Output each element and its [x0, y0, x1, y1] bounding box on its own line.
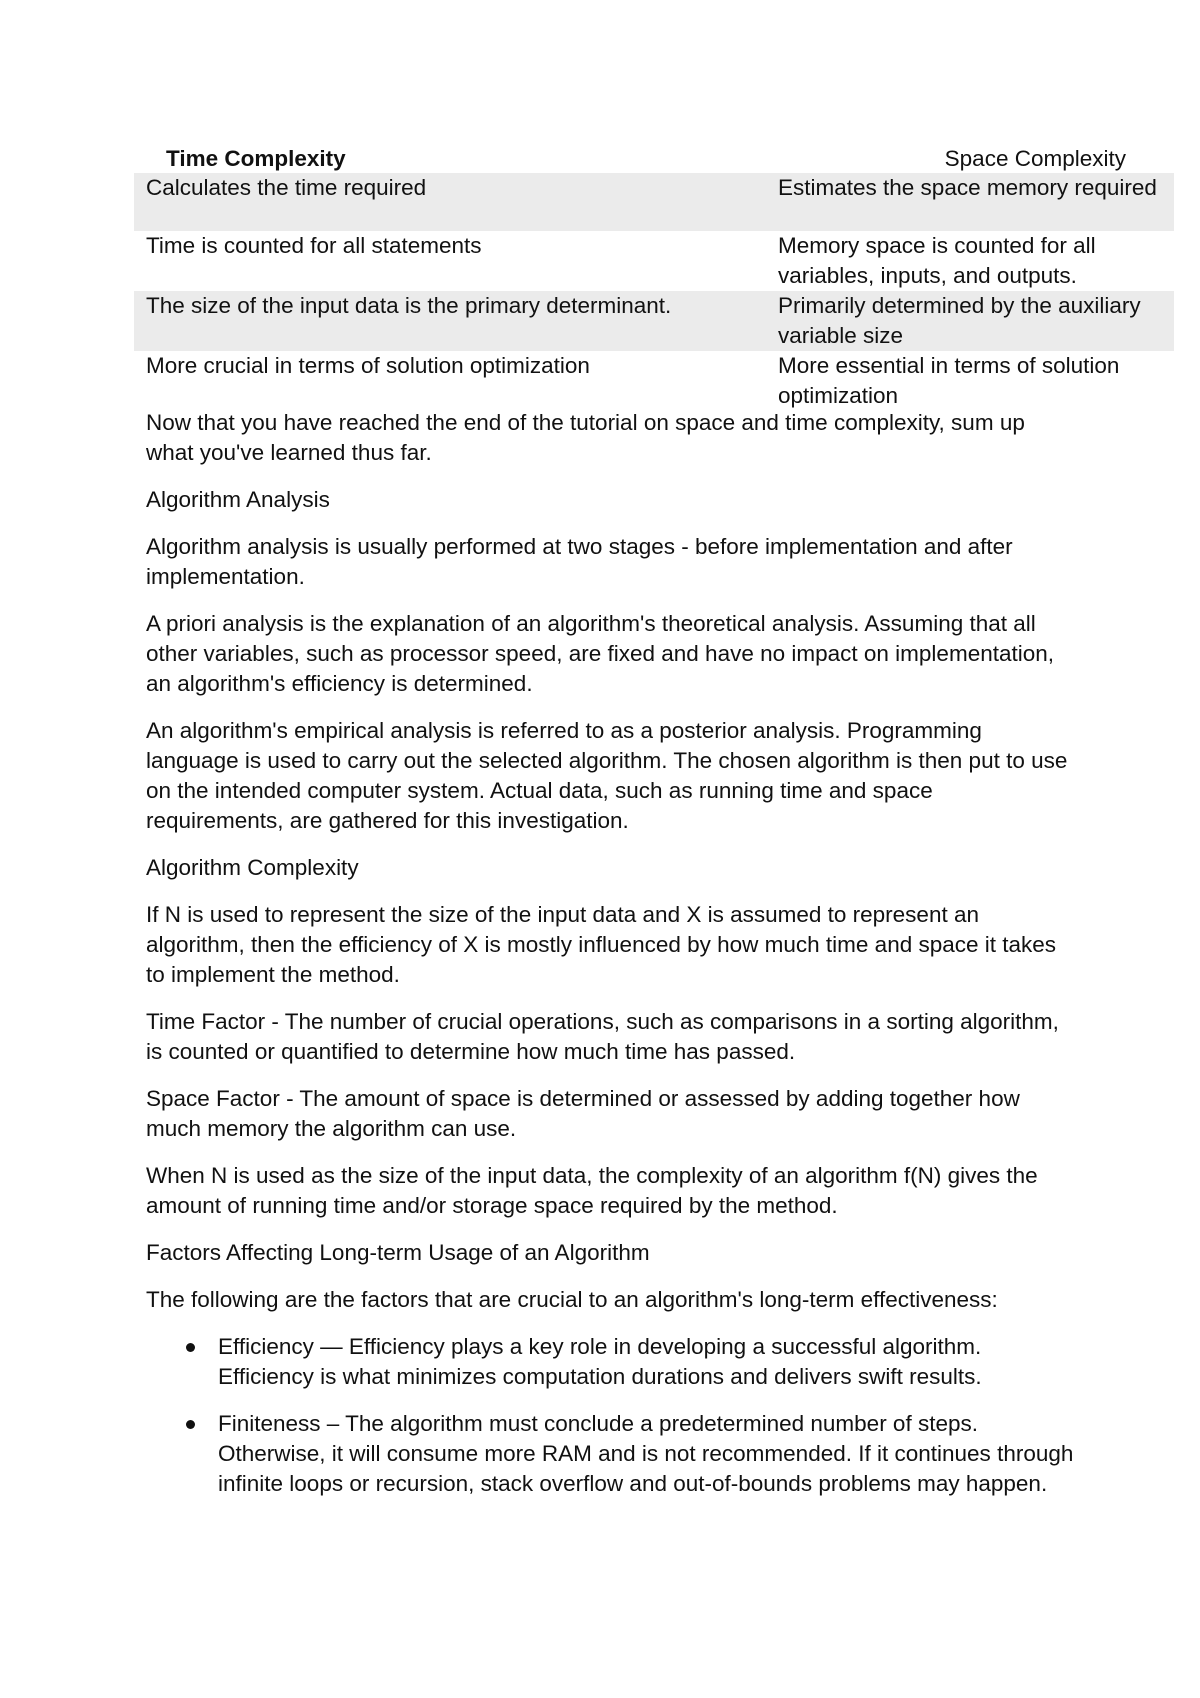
table-row [134, 351, 1174, 411]
time-cell: Time is counted for all statements [146, 233, 482, 258]
paragraph: Algorithm analysis is usually performed at two stages - before implementation and after implementation. [146, 534, 1013, 589]
paragraph: A priori analysis is the explanation of an algorithm's theoretical analysis. Assuming that all other variables, such as processor speed, are fixed and have no impact on implementation, an algorithm's efficiency is determined. [146, 611, 1055, 696]
paragraph: The following are the factors that are crucial to an algorithm's long-term effectiveness: [146, 1287, 998, 1312]
table-row [134, 173, 1174, 231]
list-item-text: Finiteness – The algorithm must conclude a predetermined number of steps. Otherwise, it will consume more RAM and is not recommended. If it continues through infinite loops or recursion, stack overflow and out-of-bounds problems may happen. [218, 1411, 1074, 1496]
bullet-icon [186, 1343, 195, 1352]
space-cell: Primarily determined by the auxiliary variable size [778, 291, 1174, 351]
paragraph: When N is used as the size of the input data, the complexity of an algorithm f(N) gives the amount of running time and/or storage space required by the method. [146, 1163, 1038, 1218]
paragraph: Space Factor - The amount of space is determined or assessed by adding together how much memory the algorithm can use. [146, 1086, 1020, 1141]
paragraph: An algorithm's empirical analysis is referred to as a posterior analysis. Programming language is used to carry out the selected algorithm. The chosen algorithm is then put to use on the intended computer system. Actual data, such as running time and space requirements, are gathered for this investigation. [146, 718, 1068, 833]
complexity-comparison-table [134, 145, 1174, 411]
time-cell: Calculates the time required [134, 173, 778, 231]
list-item-text: Efficiency — Efficiency plays a key role in developing a successful algorithm. Efficiency is what minimizes computation durations and delivers swift results. [218, 1334, 982, 1389]
document-body [146, 408, 1076, 1516]
space-cell: Memory space is counted for all variables, inputs, and outputs. [778, 233, 1096, 288]
table-row [134, 291, 1174, 351]
heading-factors: Factors Affecting Long-term Usage of an Algorithm [146, 1240, 650, 1265]
table-header-row [134, 145, 1174, 173]
paragraph: Time Factor - The number of crucial operations, such as comparisons in a sorting algorithm, is counted or quantified to determine how much time has passed. [146, 1009, 1059, 1064]
summary-paragraph: Now that you have reached the end of the tutorial on space and time complexity, sum up what you've learned thus far. [146, 410, 1025, 465]
header-time-complexity: Time Complexity [166, 146, 346, 171]
heading-algorithm-complexity: Algorithm Complexity [146, 855, 359, 880]
time-cell: The size of the input data is the primary determinant. [134, 291, 778, 351]
list-item [146, 1409, 1076, 1499]
space-cell: More essential in terms of solution optimization [778, 353, 1120, 408]
factors-list [146, 1332, 1076, 1499]
table-row [134, 231, 1174, 291]
time-cell: More crucial in terms of solution optimization [146, 353, 590, 378]
list-item [146, 1332, 1076, 1392]
header-space-complexity: Space Complexity [944, 146, 1126, 171]
space-cell: Estimates the space memory required [778, 173, 1174, 231]
paragraph: If N is used to represent the size of the input data and X is assumed to represent an algorithm, then the efficiency of X is mostly influenced by how much time and space it takes to implement the method. [146, 902, 1057, 987]
heading-algorithm-analysis: Algorithm Analysis [146, 487, 330, 512]
bullet-icon [186, 1420, 195, 1429]
